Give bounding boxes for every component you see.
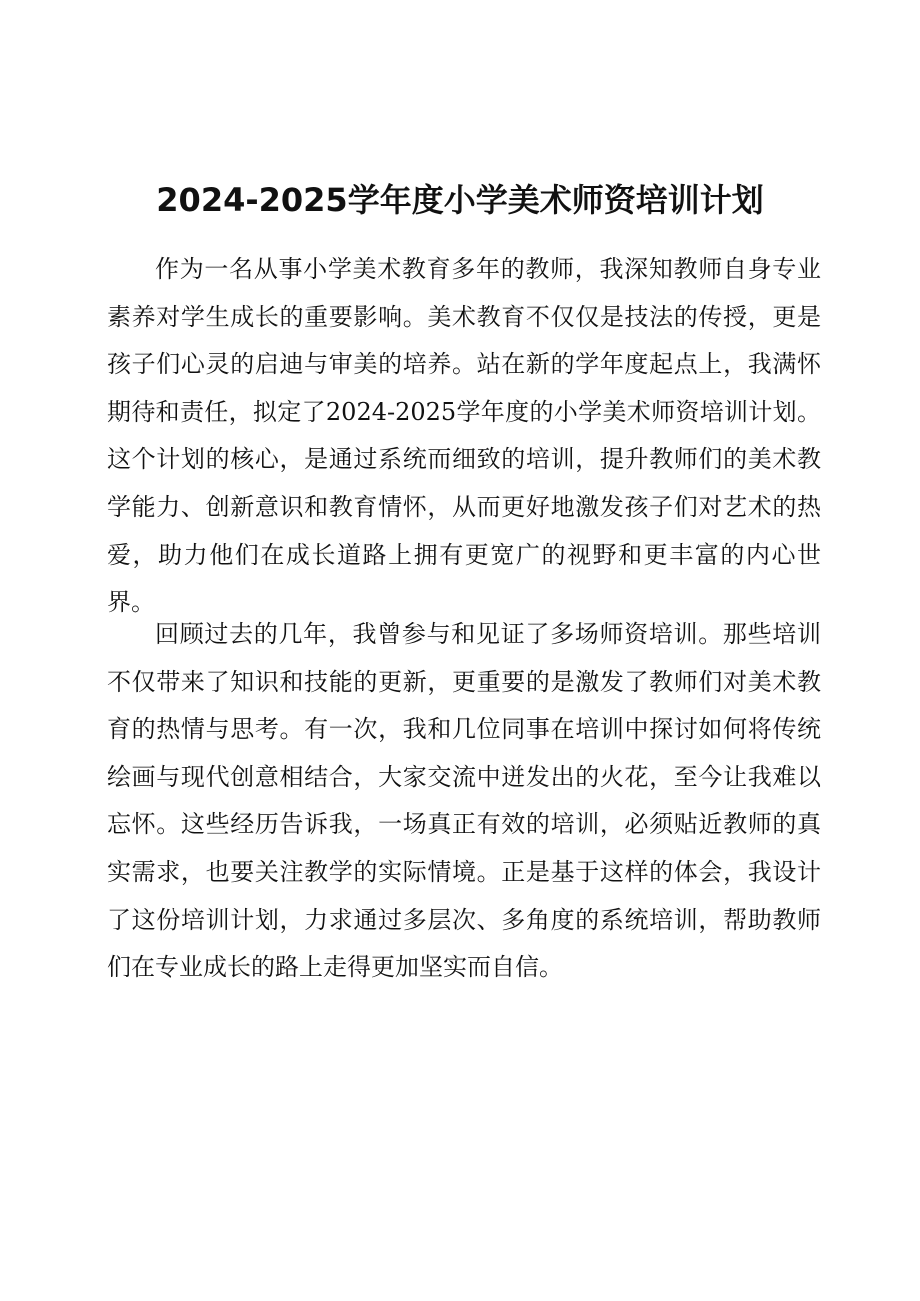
paragraph-intro: 作为一名从事小学美术教育多年的教师，我深知教师自身专业素养对学生成长的重要影响。美术教育不仅仅是技法的传授，更是孩子们心灵的启迪与审美的培养。站在新的学年度起点上，我满怀期待和责任，拟定了2024-2025学年度的小学美术师资培训计划。这个计划的核心，是通过系统而细致的培训，提升教师们的美术教学能力、创新意识和教育情怀，从而更好地激发孩子们对艺术的热爱，助力他们在成长道路上拥有更宽广的视野和更丰富的内心世界。 — [107, 255, 821, 617]
paragraph-review: 回顾过去的几年，我曾参与和见证了多场师资培训。那些培训不仅带来了知识和技能的更新，更重要的是激发了教师们对美术教育的热情与思考。有一次，我和几位同事在培训中探讨如何将传统绘画与现代创意相结合，大家交流中迸发出的火花，至今让我难以忘怀。这些经历告诉我，一场真正有效的培训，必须贴近教师的真实需求，也要关注教学的实际情境。正是基于这样的体会，我设计了这份培训计划，力求通过多层次、多角度的系统培训，帮助教师们在专业成长的路上走得更加坚实而自信。 — [107, 620, 821, 982]
document-title: 2024-2025学年度小学美术师资培训计划 — [156, 181, 764, 219]
